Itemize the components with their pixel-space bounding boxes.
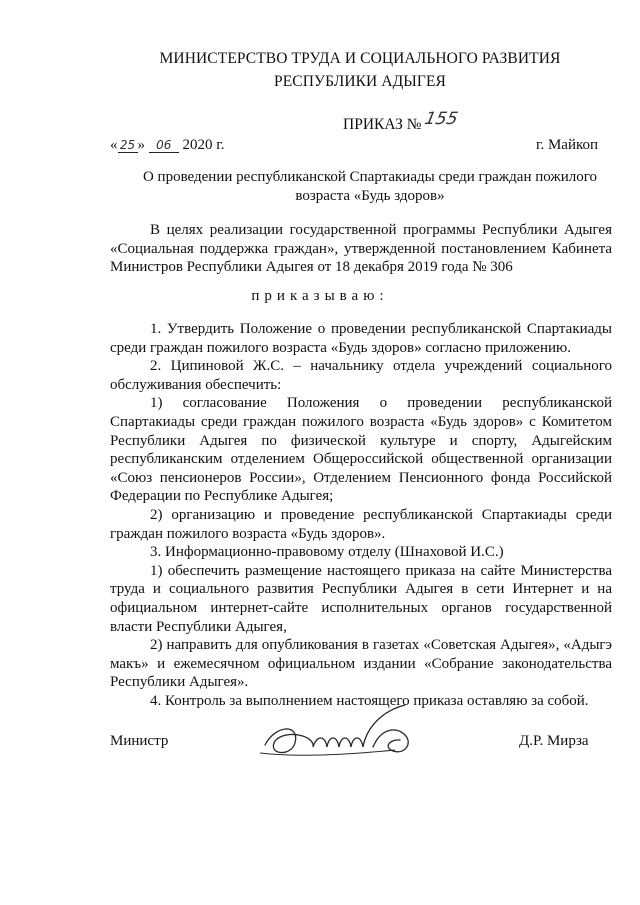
order-item: 3. Информационно-правовому отделу (Шнаховой И.С.) xyxy=(150,544,504,561)
order-subitem: 2) организацию и проведение республиканской Спартакиады среди граждан пожилого возраста «Будь здоров». xyxy=(110,506,612,542)
date-day: 25 xyxy=(118,138,138,153)
handwritten-signature xyxy=(255,695,435,775)
order-item: 2. Ципиновой Ж.С. – начальнику отдела учреждений социального обслуживания обеспечить: xyxy=(110,358,612,393)
order-item: 1. Утвердить Положение о проведении республиканской Спартакиады среди граждан пожилого возраста «Будь здоров» согласно приложению. xyxy=(110,321,612,356)
order-items xyxy=(110,320,612,710)
date-month: 06 xyxy=(149,138,179,153)
order-subitem: 1) согласование Положения о проведении республиканской Спартакиады среди граждан пожилого возраста «Будь здоров» с Комитетом Республики Адыгея по физической культуре и спорту, Адыгейским республиканским отделением Общероссийской общественной организации «Союз пенсионеров России», Отделением Пенсионного фонда Российской Федерации по Республике Адыгея; xyxy=(110,395,612,505)
order-number-handwritten: 155 xyxy=(422,109,460,129)
ministry-name-line1: МИНИСТЕРСТВО ТРУДА И СОЦИАЛЬНОГО РАЗВИТИЯ xyxy=(159,50,561,67)
order-date xyxy=(110,137,224,154)
signatory-name: Д.Р. Мирза xyxy=(519,733,589,749)
date-year: 2020 г. xyxy=(182,137,225,153)
order-item: 4. Контроль за выполнением настоящего приказа оставляю за собой. xyxy=(150,692,589,709)
order-subitem: 1) обеспечить размещение настоящего приказа на сайте Министерства труда и социального развития Республики Адыгея в сети Интернет и на официальном интернет-сайте исполнительных органов государственной власти Республики Адыгея, xyxy=(110,562,612,635)
date-close-quote: » xyxy=(137,137,145,153)
prikazyvayu-heading: приказываю: xyxy=(251,288,389,304)
preamble-text: В целях реализации государственной программы Республики Адыгея «Социальная поддержка граждан», утвержденной постановлением Кабинета Министров Республики Адыгея от 18 декабря 2019 года № 306 xyxy=(110,222,612,276)
order-subject: О проведении республиканской Спартакиады среди граждан пожилого возраста «Будь здоров» xyxy=(142,169,598,204)
order-city: г. Майкоп xyxy=(536,137,599,153)
preamble xyxy=(110,221,612,277)
date-open-quote: « xyxy=(110,137,118,153)
order-subitem: 2) направить для опубликования в газетах «Советская Адыгея», «Адыгэ макъ» и ежемесячном официальном издании «Собрание законодательства Республики Адыгея». xyxy=(110,637,612,691)
signatory-title: Министр xyxy=(110,733,169,749)
order-title: ПРИКАЗ № xyxy=(343,116,422,133)
ministry-name-line2: РЕСПУБЛИКИ АДЫГЕЯ xyxy=(274,73,446,90)
